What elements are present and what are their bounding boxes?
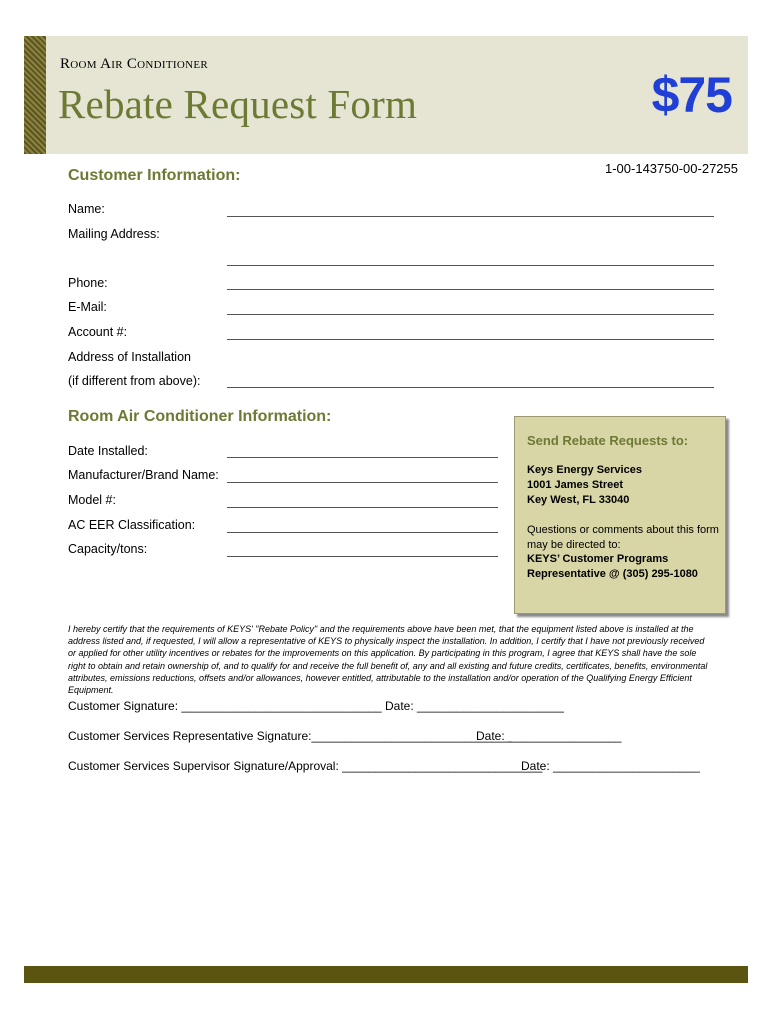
supervisor-signature-field[interactable]: Customer Services Supervisor Signature/Approval: ______________________________	[68, 759, 543, 773]
date-installed-label: Date Installed:	[68, 444, 148, 458]
capacity-label: Capacity/tons:	[68, 542, 148, 556]
contact-phone: Representative @ (305) 295-1080	[527, 567, 698, 580]
form-number: 1-00-143750-00-27255	[605, 161, 738, 176]
send-rebate-title: Send Rebate Requests to:	[527, 433, 689, 448]
address-line: Key West, FL 33040	[527, 494, 630, 506]
csr-date-field[interactable]: Date: _________________	[476, 729, 622, 743]
email-field[interactable]	[227, 314, 714, 315]
model-field[interactable]	[227, 507, 498, 508]
account-field[interactable]	[227, 339, 714, 340]
capacity-field[interactable]	[227, 556, 498, 557]
email-label: E-Mail:	[68, 300, 107, 314]
address-line: Keys Energy Services	[527, 464, 642, 476]
mailing-address-label: Mailing Address:	[68, 227, 160, 241]
customer-date-field[interactable]: Date: ______________________	[385, 699, 564, 713]
contact-note	[527, 523, 723, 581]
mailing-address-block	[527, 463, 642, 508]
install-address-sublabel: (if different from above):	[68, 374, 201, 388]
customer-signature-field[interactable]: Customer Signature: ______________________________	[68, 699, 382, 713]
page-title: Rebate Request Form	[58, 81, 418, 127]
footer-bar	[24, 966, 748, 983]
install-address-label: Address of Installation	[68, 350, 191, 364]
model-label: Model #:	[68, 493, 116, 507]
certification-statement: I hereby certify that the requirements of KEYS' "Rebate Policy" and the requirements above have been met, that the equipment listed above is installed at the address listed and, if requested, I will allow a representative of KEYS to physically inspect the installation. In addition, I certify that I have not previously received or applied for other utility incentives or rebates for the improvements on this application. By participating in this program, I agree that KEYS shall have the sole right to obtain and retain ownership of, and to qualify for and receive the full benefit of, any and all existing and future credits, certificates, benefits, environmental attributes, emissions reductions, offsets and/or allowances, however entitled, attributable to the installation and/or operation of the Qualifying Energy Efficient Equipment.	[68, 624, 708, 696]
manufacturer-label: Manufacturer/Brand Name:	[68, 468, 219, 482]
mailing-address-field[interactable]	[227, 265, 714, 266]
contact-note-line: Questions or comments about this form	[527, 524, 719, 536]
phone-label: Phone:	[68, 276, 108, 290]
phone-field[interactable]	[227, 289, 714, 290]
date-installed-field[interactable]	[227, 457, 498, 458]
manufacturer-field[interactable]	[227, 482, 498, 483]
supervisor-date-field[interactable]: Date: ______________________	[521, 759, 700, 773]
header-decorative-stripe	[24, 36, 46, 154]
name-label: Name:	[68, 202, 105, 216]
contact-name: KEYS’ Customer Programs	[527, 553, 669, 565]
name-field[interactable]	[227, 216, 714, 217]
eer-label: AC EER Classification:	[68, 518, 196, 532]
eer-field[interactable]	[227, 532, 498, 533]
address-line: 1001 James Street	[527, 479, 624, 491]
rebate-amount: $75	[651, 67, 732, 123]
ac-info-heading: Room Air Conditioner Information:	[68, 408, 332, 425]
send-rebate-box	[514, 416, 726, 614]
install-address-field[interactable]	[227, 387, 714, 388]
contact-note-line: may be directed to:	[527, 538, 621, 551]
csr-signature-field[interactable]: Customer Services Representative Signature:______________________________	[68, 729, 512, 743]
account-label: Account #:	[68, 325, 128, 339]
form-kicker: Room Air Conditioner	[60, 56, 209, 72]
customer-info-heading: Customer Information:	[68, 167, 241, 184]
